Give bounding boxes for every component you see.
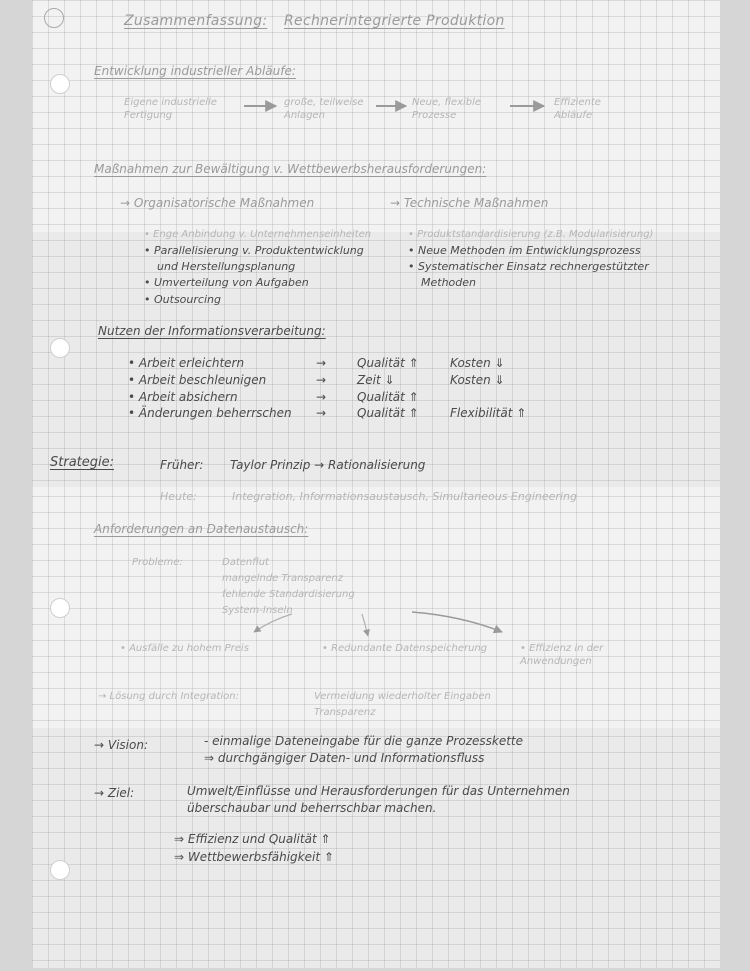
- goal-result: ⇒ Wettbewerbsfähigkeit ⇑: [174, 850, 334, 864]
- punch-hole: [50, 860, 70, 880]
- flow-step: Effiziente Abläufe: [554, 97, 601, 121]
- goal-label: → Ziel:: [94, 786, 135, 800]
- problems-label: Probleme:: [132, 557, 183, 568]
- strategy-today-text: Integration, Informationsaustausch, Simultaneous Engineering: [232, 490, 577, 503]
- nutzen-task: • Änderungen beherrschen: [128, 406, 292, 420]
- arrow-icon: →: [316, 406, 327, 420]
- nutzen-task: • Arbeit beschleunigen: [128, 373, 266, 387]
- nutzen-extra: Kosten ⇓: [450, 373, 505, 387]
- strategy-earlier-text: Taylor Prinzip → Rationalisierung: [230, 458, 426, 472]
- list-item: und Herstellungsplanung: [157, 260, 296, 273]
- problem-item: Datenflut: [222, 557, 269, 568]
- flow-step: große, teilweise Anlagen: [284, 97, 364, 121]
- nutzen-effect: Qualität ⇑: [357, 406, 419, 420]
- section-heading-massnahmen: Maßnahmen zur Bewältigung v. Wettbewerbsherausforderungen:: [94, 162, 487, 176]
- outcome-item: • Effizienz in der Anwendungen: [520, 642, 650, 668]
- strategy-today-label: Heute:: [160, 490, 197, 503]
- org-measures-heading: → Organisatorische Maßnahmen: [120, 196, 315, 210]
- outcome-item: • Redundante Datenspeicherung: [322, 642, 487, 656]
- notebook-page: [32, 0, 720, 968]
- vision-line: - einmalige Dateneingabe für die ganze Prozesskette: [204, 734, 524, 748]
- vision-label: → Vision:: [94, 738, 148, 752]
- list-item: Methoden: [421, 276, 476, 289]
- outcome-item: • Ausfälle zu hohem Preis: [120, 642, 280, 655]
- solution-item: Transparenz: [314, 707, 376, 718]
- circle-mark-icon: [44, 8, 64, 28]
- list-item: • Parallelisierung v. Produktentwicklung: [144, 244, 364, 258]
- section-heading-entwicklung: Entwicklung industrieller Abläufe:: [94, 64, 296, 78]
- flow-step: Eigene industrielle Fertigung: [124, 97, 217, 121]
- list-item: • Enge Anbindung v. Unternehmenseinheiten: [144, 228, 371, 242]
- nutzen-effect: Qualität ⇑: [357, 356, 419, 370]
- page-title: Zusammenfassung:: [124, 13, 268, 29]
- arrow-icon: →: [316, 373, 327, 387]
- solution-item: Vermeidung wiederholter Eingaben: [314, 691, 491, 702]
- list-item: • Systematischer Einsatz rechnergestützter: [408, 260, 649, 274]
- problem-arrow-icon: [362, 614, 368, 636]
- solution-label: → Lösung durch Integration:: [98, 691, 239, 702]
- punch-hole: [50, 598, 70, 618]
- punch-hole: [50, 74, 70, 94]
- goal-line: überschaubar und beherrschbar machen.: [187, 801, 437, 815]
- arrow-icon: →: [316, 356, 327, 370]
- arrow-icon: →: [316, 390, 327, 404]
- nutzen-task: • Arbeit erleichtern: [128, 356, 244, 370]
- goal-result: ⇒ Effizienz und Qualität ⇑: [174, 832, 331, 846]
- section-heading-anforderungen: Anforderungen an Datenaustausch:: [94, 522, 309, 536]
- problem-item: System-Inseln: [222, 605, 293, 616]
- nutzen-extra: Flexibilität ⇑: [450, 406, 527, 420]
- nutzen-extra: Kosten ⇓: [450, 356, 505, 370]
- problem-item: mangelnde Transparenz: [222, 573, 343, 584]
- problem-arrow-icon: [412, 612, 502, 632]
- nutzen-effect: Zeit ⇓: [357, 373, 395, 387]
- nutzen-task: • Arbeit absichern: [128, 390, 238, 404]
- tech-measures-heading: → Technische Maßnahmen: [390, 196, 549, 210]
- vision-line: ⇒ durchgängiger Daten- und Informationsfluss: [204, 751, 485, 765]
- nutzen-effect: Qualität ⇑: [357, 390, 419, 404]
- strategy-label: Strategie:: [50, 455, 114, 470]
- list-item: • Umverteilung von Aufgaben: [144, 276, 309, 290]
- section-heading-nutzen: Nutzen der Informationsverarbeitung:: [98, 324, 326, 338]
- page-subtitle: Rechnerintegrierte Produktion: [284, 13, 505, 29]
- goal-line: Umwelt/Einflüsse und Herausforderungen für das Unternehmen: [187, 784, 570, 798]
- list-item: • Outsourcing: [144, 293, 221, 307]
- strategy-earlier-label: Früher:: [160, 458, 204, 472]
- list-item: • Neue Methoden im Entwicklungsprozess: [408, 244, 641, 258]
- list-item: • Produktstandardisierung (z.B. Modularisierung): [408, 228, 653, 242]
- problem-item: fehlende Standardisierung: [222, 589, 355, 600]
- flow-step: Neue, flexible Prozesse: [412, 97, 482, 121]
- punch-hole: [50, 338, 70, 358]
